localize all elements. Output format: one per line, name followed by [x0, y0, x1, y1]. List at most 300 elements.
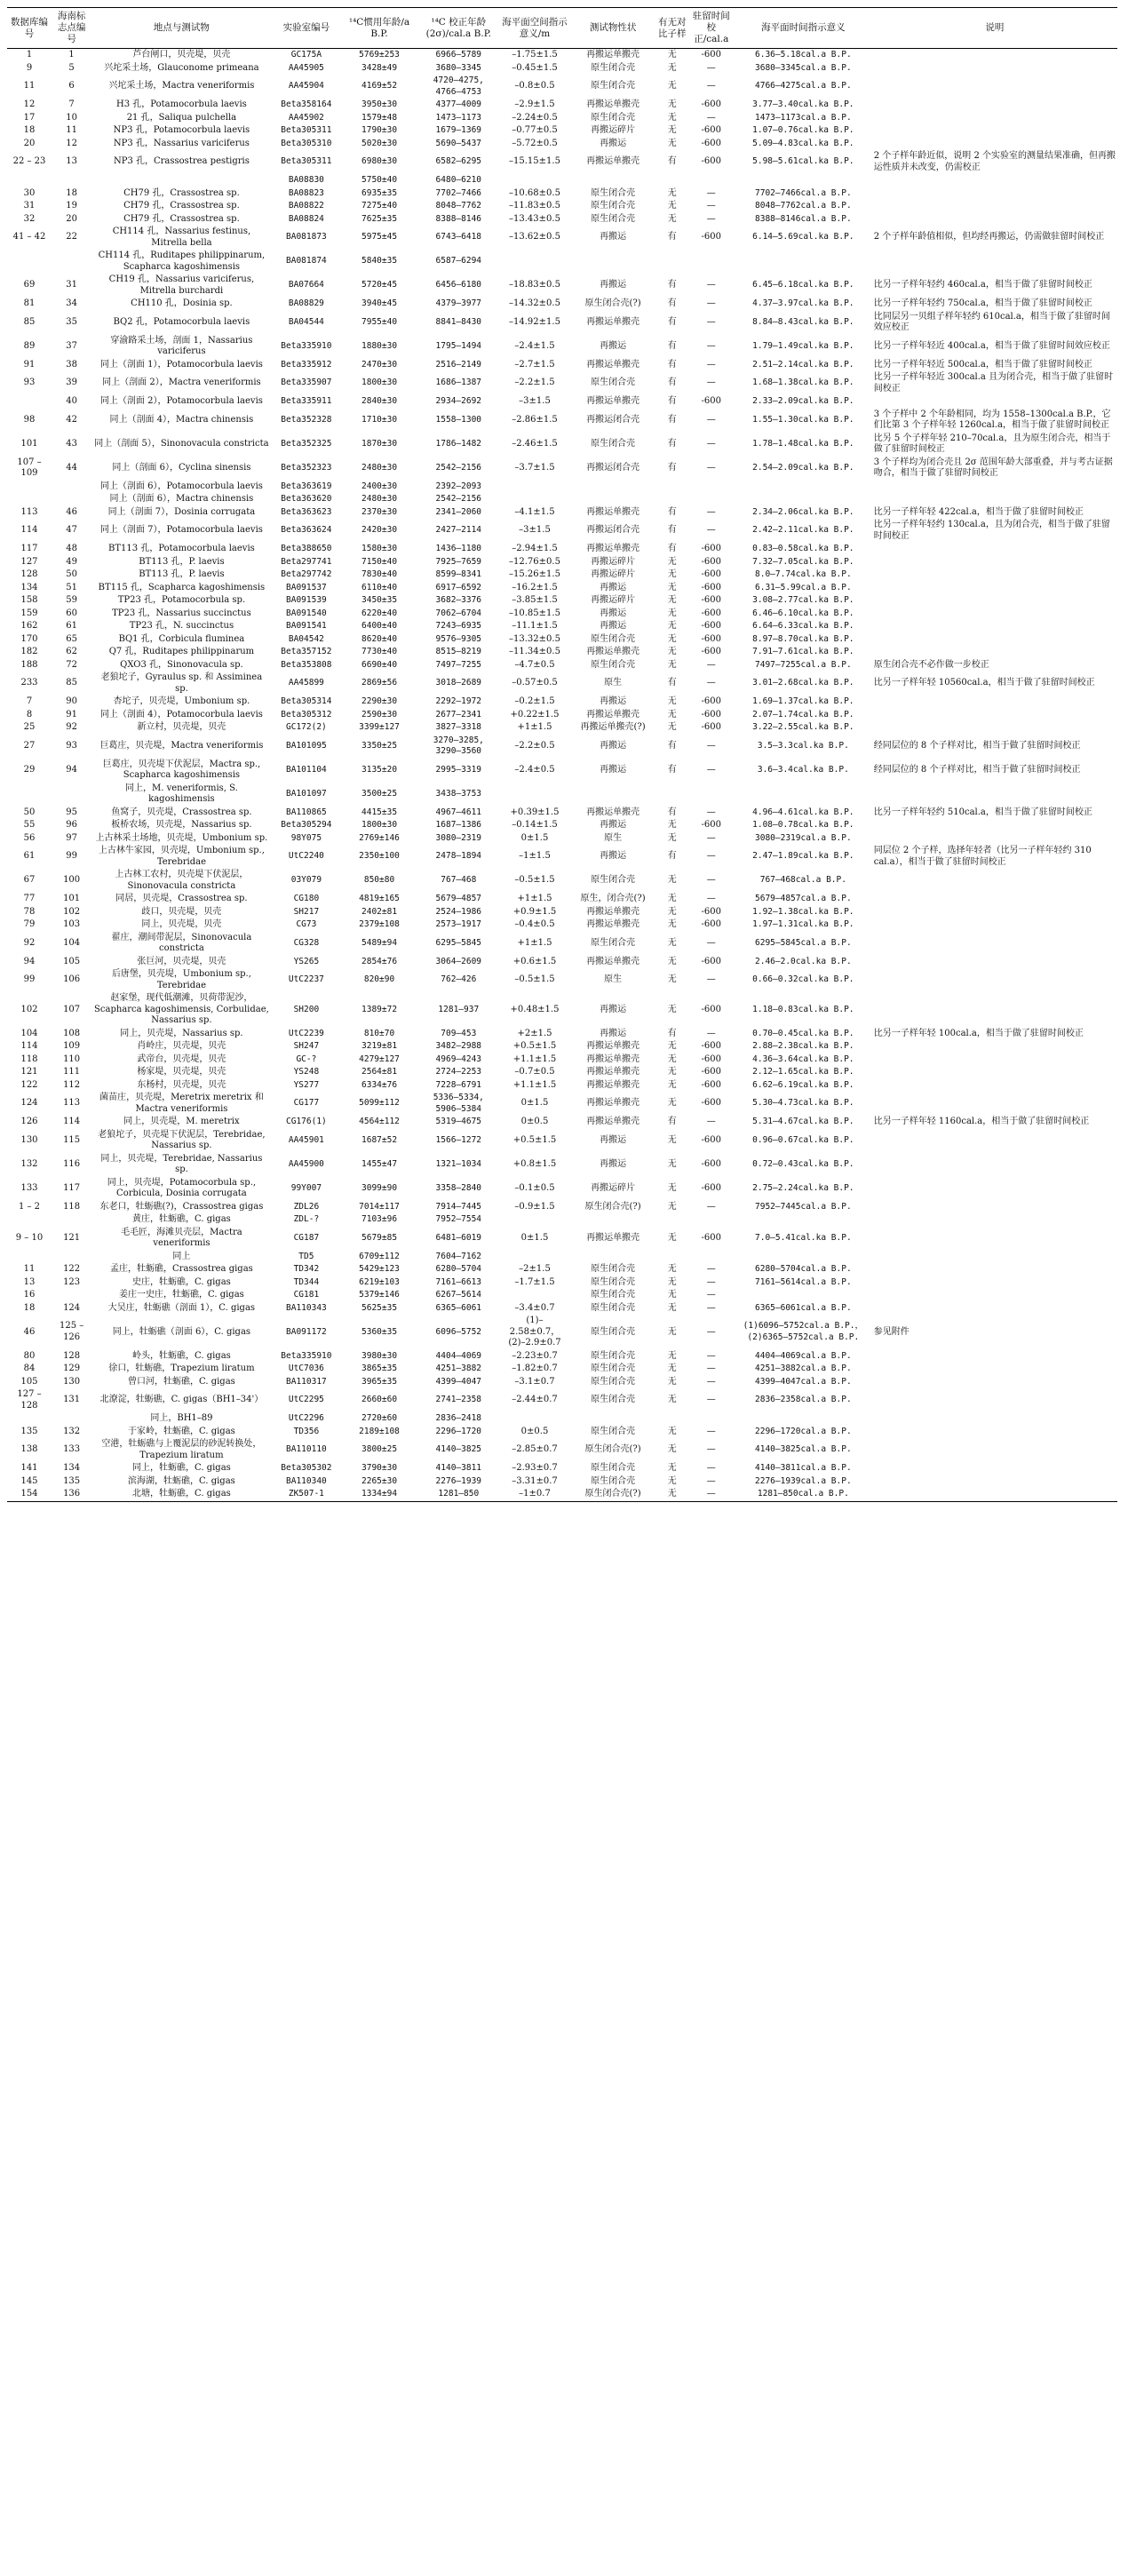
table-row	[7, 608, 1117, 621]
table-cell-site: 鱼窝子，贝壳堤，Crassostrea sp.	[111, 807, 252, 817]
table-cell-age: 2400±30	[361, 481, 398, 491]
table-cell-cell: 无	[667, 820, 677, 830]
table-cell-note	[872, 1153, 1117, 1177]
table-cell-note	[872, 1363, 1117, 1376]
table-cell-lab: BA110110	[286, 1444, 327, 1455]
table-cell-cell: -600	[701, 1158, 722, 1169]
table-cell-cell: –3.7±1.5	[514, 462, 555, 473]
table-cell-cell: —	[706, 1276, 716, 1287]
table-cell-cell: —	[706, 1350, 716, 1361]
table-cell-cell: -600	[701, 696, 722, 706]
table-cell-age: 6334±76	[361, 1079, 398, 1090]
table-cell-note	[872, 1412, 1117, 1426]
table-cell-cell: -600	[701, 722, 722, 732]
table-cell-cell: 有	[667, 438, 677, 449]
table-cell-cell: +2±1.5	[517, 1028, 552, 1038]
table-cell-cell: –10.85±1.5	[509, 608, 560, 618]
table-cell-cell: +1.1±1.5	[512, 1079, 557, 1090]
table-cell-age: 6917–6592	[435, 582, 482, 592]
header-calibrated-age: ¹⁴C 校正年龄(2σ)/cal.a B.P.	[417, 8, 500, 49]
table-cell-hainan-id: 111	[63, 1067, 81, 1077]
table-cell-cell: -600	[701, 544, 722, 553]
table-cell-cell: –2.9±1.5	[514, 99, 555, 109]
table-cell-age: 7830±40	[361, 569, 398, 579]
table-row	[7, 371, 1117, 395]
table-cell-age: 2276–1939	[435, 1475, 482, 1486]
table-cell-cell: —	[706, 807, 716, 817]
table-cell-hainan-id: 95	[66, 807, 77, 817]
table-cell-cell: 0±1.5	[520, 1098, 549, 1109]
table-cell-age: 3.01–2.68cal.ka B.P.	[752, 678, 854, 688]
table-cell-lab: Beta335912	[281, 359, 332, 370]
table-cell-db-id: 84	[23, 1364, 36, 1373]
table-cell-note: 经同层位的 8 个子样对比，相当于做了驻留时间校正	[873, 740, 1081, 751]
table-cell-cell: 原生闭合壳	[591, 1264, 636, 1274]
table-cell-age: 7497–7255cal.a B.P.	[755, 659, 852, 670]
table-cell-cell: —	[706, 875, 716, 886]
table-cell-age: 8048–7762cal.a B.P.	[755, 201, 852, 211]
table-cell-note: 比另一子样年轻 10560cal.a，相当于做了驻留时间校正	[873, 678, 1095, 688]
table-cell-site: BQ2 孔，Potamocorbula laevis	[113, 316, 250, 327]
table-cell-site: 芦台闸口，贝壳堤，贝壳	[132, 50, 231, 60]
table-cell-age: 6365–6061cal.a B.P.	[755, 1302, 852, 1313]
table-cell-cell: –2.85±0.7	[512, 1444, 558, 1455]
table-cell-hainan-id: 37	[66, 340, 77, 351]
table-row	[7, 696, 1117, 709]
table-cell-lab: SH200	[293, 1004, 320, 1014]
table-cell-age: 1.08–0.78cal.ka B.P.	[752, 820, 854, 830]
table-cell-cell: 原生闭合壳	[591, 1350, 636, 1361]
table-cell-age: 4251–3882cal.a B.P.	[755, 1364, 852, 1373]
table-cell-db-id: 20	[23, 138, 36, 148]
table-cell-lab: Beta305311	[281, 156, 332, 167]
table-cell-cell: 无	[667, 919, 677, 929]
table-cell-cell: —	[706, 378, 716, 388]
table-cell-hainan-id: 128	[63, 1350, 81, 1361]
table-cell-db-id: 127	[20, 556, 38, 567]
table-cell-note	[872, 1388, 1117, 1412]
table-row	[7, 1053, 1117, 1067]
table-cell-hainan-id: 131	[63, 1395, 81, 1405]
table-cell-note: 比另一子样年轻近 500cal.a，相当于做了驻留时间校正	[873, 359, 1092, 370]
table-row	[7, 150, 1117, 174]
table-cell-age: 2724–2253	[435, 1067, 482, 1077]
table-cell-hainan-id: 62	[66, 647, 77, 656]
table-cell-age: 7952–7445cal.a B.P.	[755, 1201, 852, 1212]
table-cell-cell: 无	[667, 99, 677, 109]
table-cell-note: 比另一子样年轻 100cal.a，相当于做了驻留时间校正	[873, 1028, 1084, 1038]
table-cell-age: 1281–937	[438, 1004, 480, 1014]
table-row	[7, 174, 1117, 187]
table-cell-db-id: 107 – 109	[17, 457, 42, 478]
table-cell-age: 2265±30	[361, 1475, 398, 1486]
table-cell-db-id: 56	[23, 832, 36, 843]
table-cell-cell	[500, 1213, 570, 1227]
table-cell-cell: +0.9±1.5	[512, 906, 557, 917]
table-row	[7, 646, 1117, 659]
table-cell-cell: 无	[667, 1364, 677, 1373]
table-cell-cell: –0.8±0.5	[514, 81, 555, 91]
table-cell-cell: +1.1±1.5	[512, 1053, 557, 1064]
table-cell-age: 4967–4611	[435, 807, 482, 817]
table-cell-cell: —	[706, 525, 716, 536]
table-cell-cell: 再搬运闭合壳	[586, 462, 640, 473]
table-cell-cell: 再搬运	[600, 851, 627, 862]
table-cell-cell: 无	[667, 696, 677, 706]
table-cell-cell: 再搬运单搬壳	[586, 647, 640, 656]
table-cell-cell: –3.4±0.7	[514, 1302, 555, 1313]
table-cell-lab: TD5	[298, 1251, 314, 1261]
table-cell-cell: 有	[667, 506, 677, 517]
table-cell-cell: —	[706, 1475, 716, 1486]
table-cell-age: 762–426	[441, 974, 477, 985]
table-cell-age: 4399–4047cal.a B.P.	[755, 1376, 852, 1387]
table-cell-db-id: 182	[20, 647, 38, 656]
table-cell-lab: 98Y075	[290, 832, 322, 843]
table-cell-cell: –13.62±0.5	[509, 232, 560, 242]
table-cell-cell: 无	[667, 582, 677, 592]
table-row	[7, 992, 1117, 1028]
table-cell-age: 1687–1386	[435, 820, 482, 830]
table-cell-note: 比同层另一贝组子样年轻约 610cal.a，相当于做了驻留时间效应校正	[873, 311, 1110, 332]
table-cell-cell	[569, 1412, 656, 1426]
table-cell-db-id: 141	[20, 1463, 38, 1473]
table-cell-hainan-id: 19	[66, 201, 77, 211]
table-cell-cell: —	[706, 740, 716, 751]
table-cell-age: 8388–8146	[435, 213, 482, 224]
table-cell-age: 3358–2840	[435, 1182, 482, 1193]
table-cell-cell: –4.1±1.5	[514, 506, 555, 517]
table-cell-cell: 无	[667, 875, 677, 886]
table-cell-age: 1.97–1.31cal.ka B.P.	[752, 919, 854, 929]
table-cell-age: 2480±30	[361, 494, 398, 504]
table-row	[7, 1302, 1117, 1316]
table-row	[7, 1201, 1117, 1214]
table-row	[7, 409, 1117, 433]
table-cell-lab: YS265	[293, 956, 320, 966]
table-cell-age: 7275±40	[361, 201, 398, 211]
table-cell-cell: –2±1.5	[519, 1264, 551, 1274]
table-cell-lab: BA08823	[288, 187, 324, 198]
table-cell-age: 6.64–6.33cal.ka B.P.	[752, 621, 854, 631]
table-cell-age: 3680–3345	[435, 62, 482, 73]
table-cell-note	[872, 918, 1117, 932]
table-cell-cell	[688, 493, 735, 506]
table-cell-age	[735, 1251, 872, 1264]
table-cell-age: 1436–1180	[435, 544, 482, 553]
table-cell-age: 8.97–8.70cal.ka B.P.	[752, 633, 854, 644]
table-cell-age: 7625±35	[361, 213, 398, 224]
table-cell-age: 6110±40	[361, 582, 398, 592]
table-cell-age: 7497–7255	[435, 659, 482, 670]
table-cell-site: 孟庄，牡蛎礁，Crassostrea gigas	[110, 1264, 253, 1274]
table-cell-age: 1455±47	[361, 1158, 398, 1169]
table-cell-age: 4399–4047	[435, 1376, 482, 1387]
table-row	[7, 1129, 1117, 1153]
table-cell-db-id: 11	[23, 1264, 36, 1274]
table-cell-cell: 再搬运	[600, 1158, 627, 1169]
table-cell-age: 1.69–1.37cal.ka B.P.	[752, 696, 854, 706]
header-material: 测试物性状	[569, 8, 656, 49]
table-cell-note	[872, 187, 1117, 201]
table-cell-cell: 无	[667, 125, 677, 135]
table-cell-cell: -600	[701, 556, 722, 567]
table-cell-db-id: 55	[23, 820, 36, 830]
table-cell-lab: Beta335907	[281, 378, 332, 388]
table-row	[7, 274, 1117, 298]
table-cell-cell: -600	[701, 1182, 722, 1193]
table-cell-age: 7.32–7.05cal.ka B.P.	[752, 556, 854, 567]
table-cell-age: 2292–1972	[435, 696, 482, 706]
table-cell-db-id: 22 – 23	[12, 156, 46, 167]
table-cell-cell: +0.6±1.5	[512, 956, 557, 966]
table-cell-age: 6280–5704cal.a B.P.	[755, 1264, 852, 1274]
table-row	[7, 506, 1117, 520]
table-cell-age: 2370±30	[361, 506, 398, 517]
table-cell-lab: BA110340	[286, 1475, 327, 1486]
table-cell-age: 7161–5614cal.a B.P.	[755, 1276, 852, 1287]
table-cell-cell: –0.14±1.5	[512, 820, 558, 830]
table-cell-cell: 无	[667, 1264, 677, 1274]
table-cell-cell: +0.48±1.5	[510, 1004, 560, 1014]
table-cell-lab: Beta357152	[281, 647, 332, 656]
table-cell-db-id: 78	[23, 906, 36, 917]
table-cell-age: 6.31–5.99cal.a B.P.	[755, 582, 852, 592]
table-cell-age: 0.66–0.32cal.ka B.P.	[752, 974, 854, 985]
table-cell-hainan-id: 7	[68, 99, 75, 109]
table-cell-age: 6587–6294	[435, 256, 482, 266]
table-cell-db-id	[7, 1213, 52, 1227]
table-cell-site: NP3 孔，Crassostrea pestigris	[113, 156, 250, 167]
table-cell-db-id: 18	[23, 1302, 36, 1313]
table-cell-cell: 原生闭合壳	[591, 112, 636, 123]
table-cell-age: 2769±146	[359, 832, 400, 843]
table-cell-age: 2.51–2.14cal.ka B.P.	[752, 359, 854, 370]
table-row	[7, 1350, 1117, 1364]
table-cell-hainan-id: 20	[66, 213, 77, 224]
table-cell-cell: –2.2±0.5	[514, 740, 555, 751]
table-cell-lab: SH247	[293, 1041, 320, 1051]
table-cell-db-id: 80	[23, 1350, 36, 1361]
table-cell-cell: —	[688, 1488, 735, 1501]
table-cell-note: 比另一子样年轻约 750cal.a，相当于做了驻留时间校正	[873, 298, 1092, 308]
table-row	[7, 395, 1117, 409]
table-cell-hainan-id: 107	[63, 1004, 81, 1014]
table-row	[7, 1177, 1117, 1201]
table-cell-age: 6295–5845cal.a B.P.	[755, 937, 852, 948]
table-cell-lab: UtC2237	[288, 974, 324, 985]
table-cell-age: 3865±35	[361, 1364, 398, 1373]
table-cell-site: 徐口，牡蛎礁，Trapezium liratum	[108, 1364, 255, 1373]
table-cell-hainan-id: 116	[63, 1158, 81, 1169]
table-cell-age: 2.47–1.89cal.ka B.P.	[752, 851, 854, 862]
table-cell-cell: 原生闭合壳	[591, 62, 636, 73]
table-cell-age: 5.30–4.73cal.ka B.P.	[752, 1098, 854, 1109]
table-cell-age: 1.55–1.30cal.ka B.P.	[752, 414, 854, 425]
table-row	[7, 1227, 1117, 1251]
table-cell-cell: -600	[701, 709, 722, 720]
table-cell-lab: YS248	[293, 1067, 320, 1077]
table-row	[7, 124, 1117, 138]
table-cell-cell	[688, 174, 735, 187]
table-cell-note	[872, 124, 1117, 138]
table-cell-site: 同上（剖面 5），Sinonovacula constricta	[94, 438, 269, 449]
table-cell-cell: 有	[667, 396, 677, 406]
table-cell-hainan-id: 123	[63, 1276, 81, 1287]
table-cell-age: 4169±52	[361, 81, 398, 91]
table-cell-note	[872, 250, 1117, 274]
table-cell-cell: 再搬运闭合壳	[586, 525, 640, 536]
table-cell-age	[735, 1289, 872, 1302]
table-cell-cell: 无	[667, 1290, 677, 1300]
table-cell-site: 岭头，牡蛎礁，C. gigas	[132, 1350, 231, 1361]
table-cell-hainan-id: 90	[66, 696, 77, 706]
table-cell-cell: 原生闭合壳	[591, 1290, 636, 1300]
table-cell-site: 同上	[172, 1251, 191, 1261]
table-cell-db-id: 170	[20, 633, 38, 644]
table-cell-db-id: 105	[20, 1376, 38, 1387]
table-cell-db-id: 12	[23, 99, 36, 109]
table-cell-age: 5099±112	[359, 1098, 400, 1109]
table-cell-lab: YS277	[293, 1079, 320, 1090]
table-row	[7, 359, 1117, 372]
table-cell-age: 8388–8146cal.a B.P.	[755, 213, 852, 224]
table-cell-age: 3940±45	[361, 298, 398, 308]
table-cell-cell: –0.4±0.5	[514, 919, 555, 929]
table-cell-age: 2470±30	[361, 359, 398, 370]
table-cell-cell: 无	[667, 81, 677, 91]
table-cell-cell: –3±1.5	[519, 396, 551, 406]
table-cell-cell	[656, 1213, 688, 1227]
table-cell-cell: 原生闭合壳	[591, 187, 636, 198]
table-cell-age: 3.77–3.40cal.ka B.P.	[752, 99, 854, 109]
table-cell-note	[872, 783, 1117, 807]
table-cell-lab: Beta305314	[281, 696, 332, 706]
table-cell-site: BQ1 孔，Corbicula fluminea	[118, 633, 245, 644]
table-cell-db-id: 233	[20, 678, 38, 688]
header-conventional-age: ¹⁴C惯用年龄/a B.P.	[341, 8, 417, 49]
table-cell-cell: 无	[667, 1463, 677, 1473]
table-row	[7, 138, 1117, 151]
table-cell-age: 1.18–0.83cal.ka B.P.	[752, 1004, 854, 1014]
table-cell-cell: 无	[667, 1067, 677, 1077]
table-row	[7, 226, 1117, 250]
table-cell-cell: –3±1.5	[519, 525, 551, 536]
table-cell-cell: 再搬运单搬壳	[586, 1098, 640, 1109]
table-cell-cell: –1.75±1.5	[512, 50, 558, 60]
table-cell-age: 2590±30	[361, 709, 398, 720]
table-cell-age: 7702–7466	[435, 187, 482, 198]
table-cell-cell: –0.77±0.5	[512, 125, 558, 135]
table-cell-age: 2379±108	[359, 919, 400, 929]
table-cell-cell: —	[706, 1444, 716, 1455]
table-cell-lab: Beta335910	[281, 340, 332, 351]
table-cell-age: 5379±146	[359, 1290, 400, 1300]
table-cell-hainan-id: 43	[66, 438, 77, 449]
table-cell-lab: BA04544	[288, 316, 324, 327]
table-cell-note	[872, 62, 1117, 76]
table-cell-site: 大吴庄，牡蛎礁（剖面 1），C. gigas	[107, 1302, 256, 1313]
table-cell-cell: 再搬运单搬壳	[586, 50, 640, 60]
table-row	[7, 845, 1117, 869]
table-cell-age: 7161–6613	[435, 1276, 482, 1287]
table-cell-cell: —	[706, 1364, 716, 1373]
table-cell-site: CH79 孔，Crassostrea sp.	[123, 213, 240, 224]
table-cell-cell: 无	[667, 213, 677, 224]
table-row	[7, 721, 1117, 735]
table-cell-db-id: 92	[23, 937, 36, 948]
table-cell-site: 同上（剖面 4），Mactra chinensis	[109, 414, 254, 425]
table-cell-lab: Beta363624	[281, 525, 332, 536]
table-cell-hainan-id: 92	[66, 722, 77, 732]
table-cell-cell: –2.23±0.7	[512, 1350, 558, 1361]
table-cell-hainan-id: 104	[63, 937, 81, 948]
table-cell-age: 4279±127	[359, 1053, 400, 1064]
table-cell-age: 7604–7162	[435, 1251, 482, 1261]
table-cell-db-id: 11	[23, 81, 36, 91]
table-cell-age: 3.5–3.3cal.ka B.P.	[757, 740, 849, 751]
table-cell-site: 同居，贝壳堤，Crassostrea sp.	[115, 894, 248, 903]
table-cell-site: 菌苗庄，贝壳堤，Meretrix meretrix 和 Mactra veneriformis	[99, 1093, 264, 1114]
table-cell-hainan-id: 51	[66, 582, 77, 592]
table-cell-cell	[688, 783, 735, 807]
table-cell-age: 3500±25	[361, 788, 398, 799]
table-cell-age: 6096–5752	[435, 1326, 482, 1337]
table-cell-hainan-id: 110	[63, 1053, 81, 1064]
table-cell-lab: UtC7036	[288, 1364, 324, 1373]
table-cell-cell: 无	[667, 1276, 677, 1287]
table-cell-note	[872, 543, 1117, 556]
table-cell-cell: –3.85±1.5	[512, 595, 558, 605]
table-cell-lab: BA081873	[286, 232, 327, 242]
table-cell-note	[872, 1092, 1117, 1116]
table-cell-age: 2836–2418	[435, 1413, 482, 1423]
table-cell-cell: —	[706, 1463, 716, 1473]
table-cell-age: 1795–1494	[435, 340, 482, 351]
table-cell-age: 9576–9305	[435, 633, 482, 644]
table-cell-cell: –2.86±1.5	[512, 414, 558, 425]
table-cell-age: 2.54–2.09cal.ka B.P.	[752, 462, 854, 473]
table-cell-note	[872, 75, 1117, 99]
table-cell-db-id: 91	[23, 359, 36, 370]
table-cell-cell: –1±0.7	[500, 1488, 570, 1501]
table-cell-cell	[656, 1251, 688, 1264]
table-cell-age: 7730±40	[361, 647, 398, 656]
table-cell-hainan-id: 42	[66, 414, 77, 425]
table-cell-age: 8.84–8.43cal.ka B.P.	[752, 316, 854, 327]
table-cell-cell: 原生闭合壳	[591, 1302, 636, 1313]
table-cell-age: 2296–1720cal.a B.P.	[755, 1426, 852, 1436]
table-cell-cell: 原生闭合壳	[591, 659, 636, 670]
table-row	[7, 298, 1117, 311]
table-cell-cell: 无	[667, 112, 677, 123]
table-cell-hainan-id: 46	[66, 506, 77, 517]
table-cell-lab: AA45905	[288, 62, 324, 73]
table-container	[7, 7, 1117, 1502]
table-cell-site: 老狼坨子，贝壳堤下伏泥层，Terebridae, Nassarius sp.	[98, 1129, 266, 1150]
table-cell-site: H3 孔，Potamocorbula laevis	[116, 99, 247, 109]
table-row	[7, 582, 1117, 595]
table-cell-lab: BA091537	[286, 582, 327, 592]
table-cell-cell: -600	[701, 633, 722, 644]
table-cell-db-id: 114	[20, 1041, 38, 1051]
table-cell-note	[872, 869, 1117, 893]
table-cell-age: 2478–1894	[435, 851, 482, 862]
table-cell-cell: -600	[701, 956, 722, 966]
table-row	[7, 213, 1117, 227]
table-cell-cell: –16.2±1.5	[512, 582, 558, 592]
table-cell-cell: –2.2±1.5	[514, 378, 555, 388]
